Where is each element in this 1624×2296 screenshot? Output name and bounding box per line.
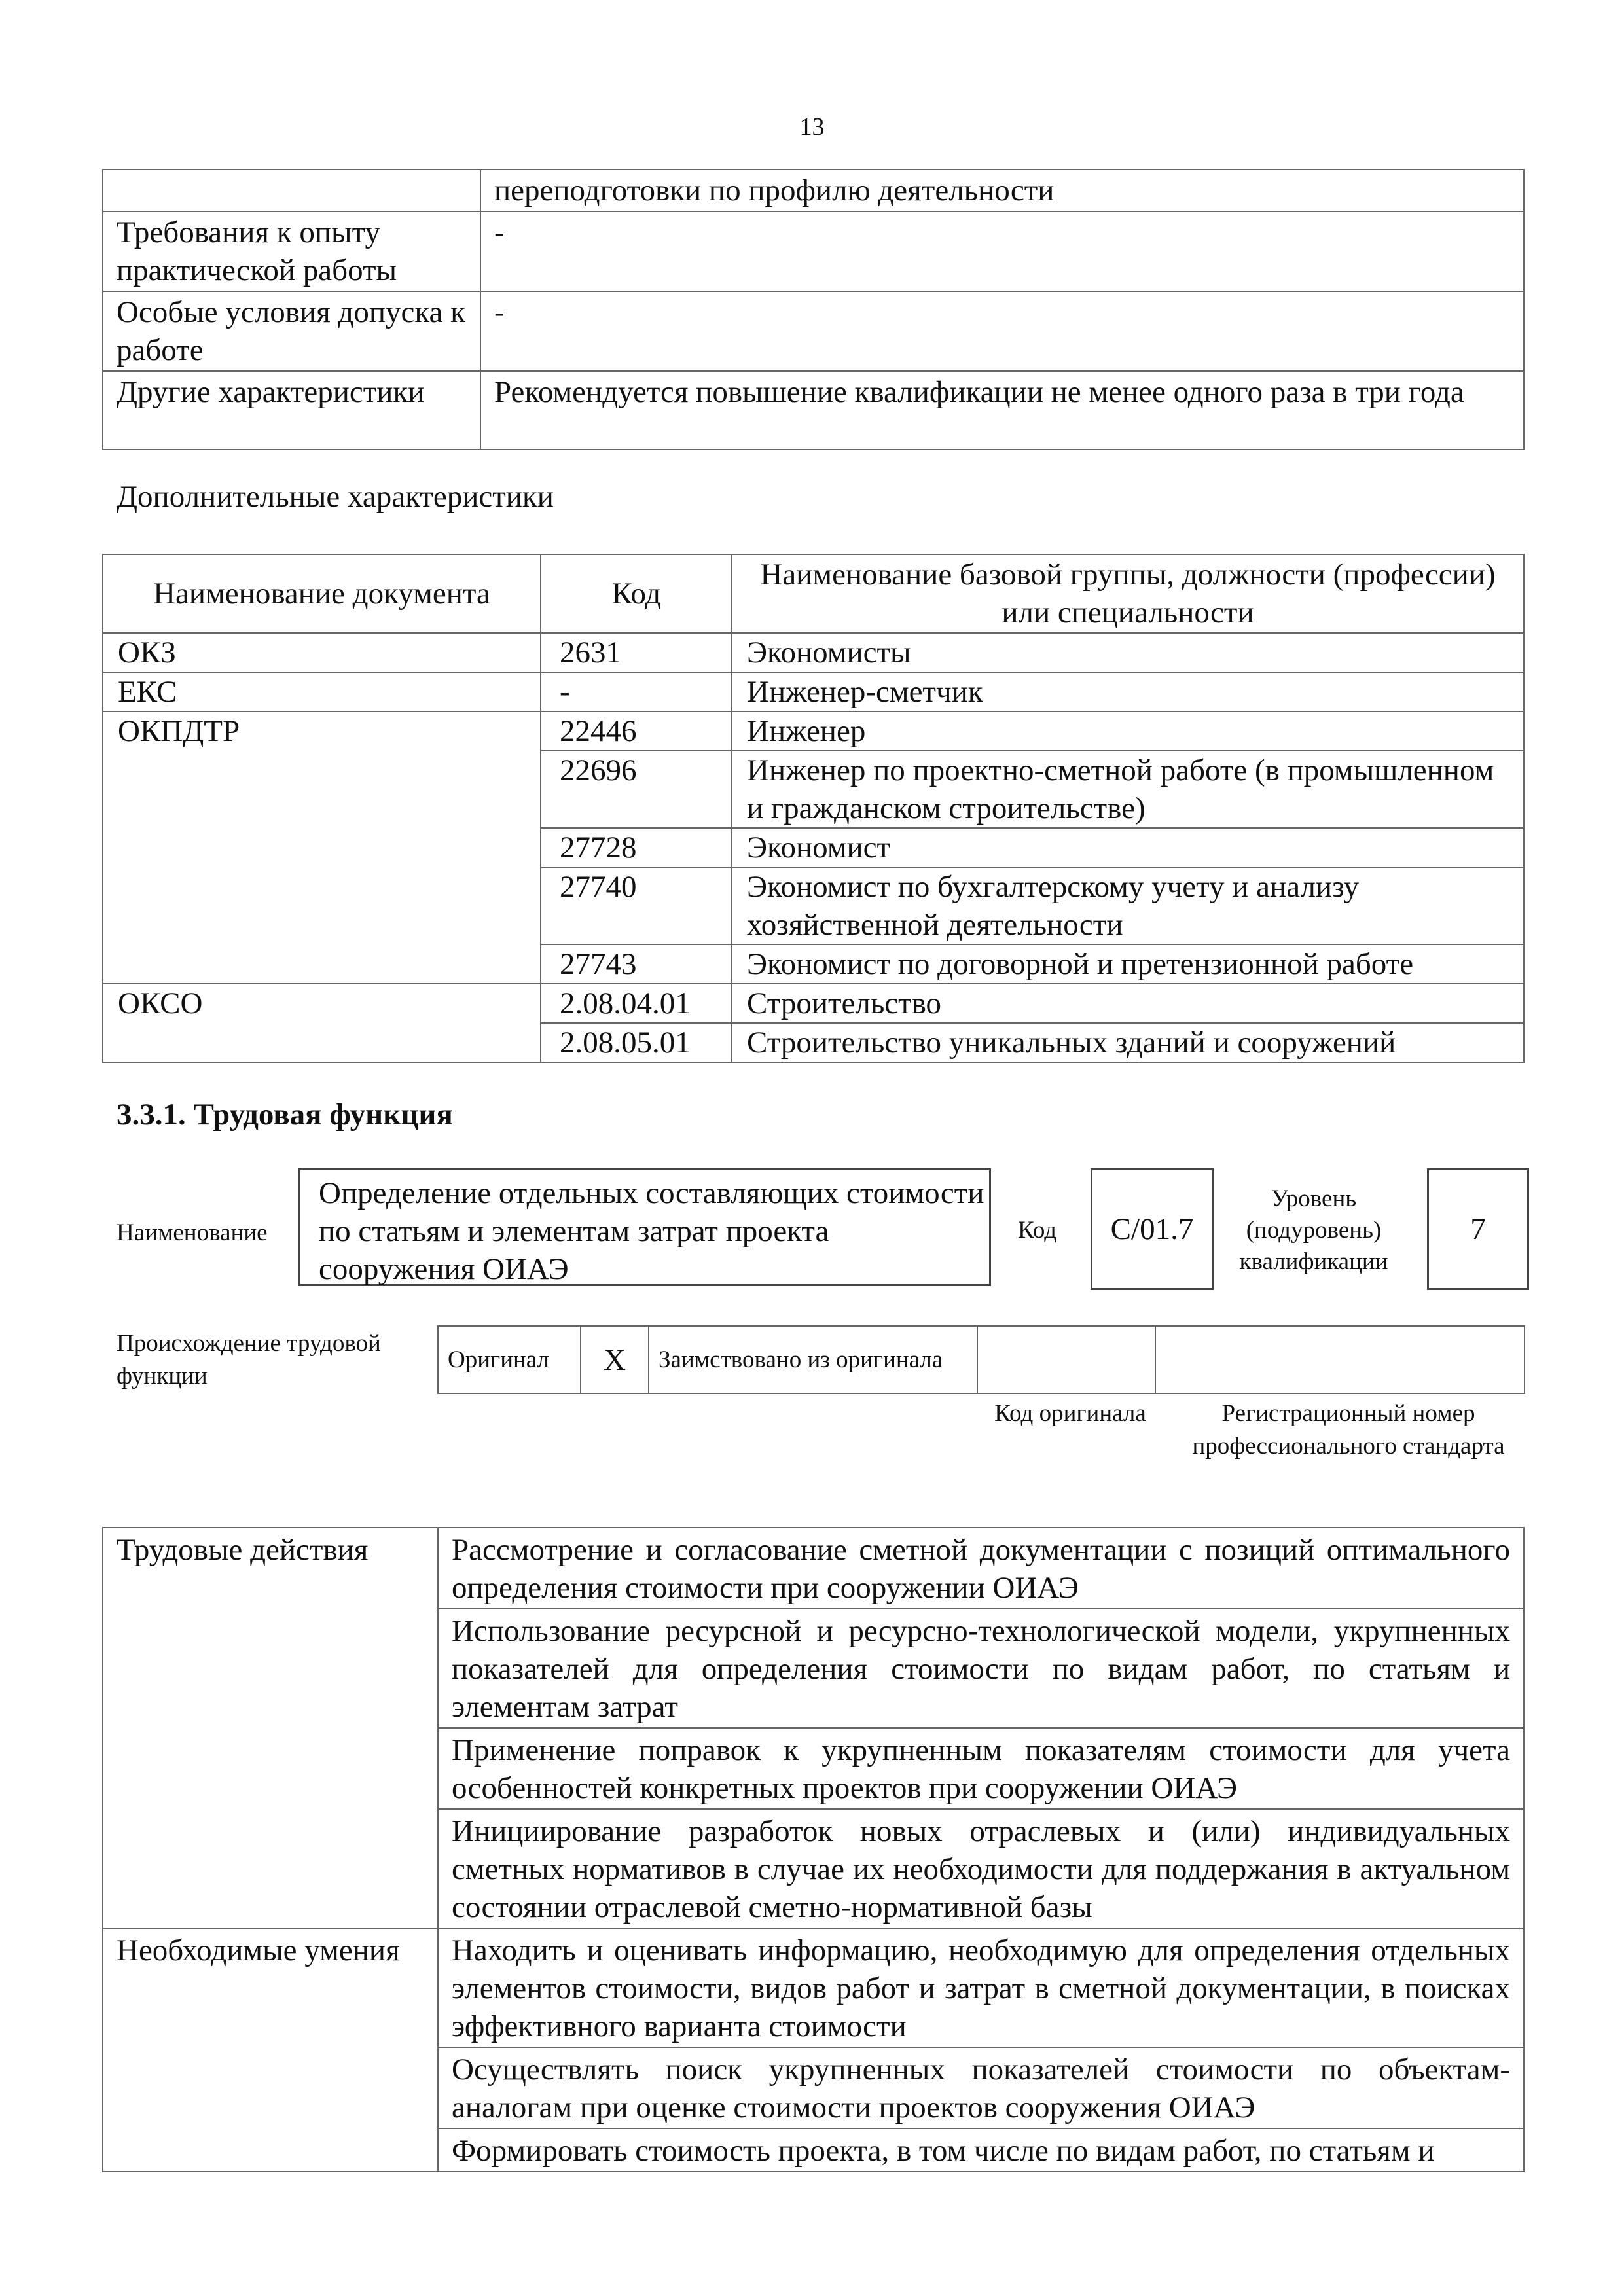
section-title: 3.3.1. Трудовая функция bbox=[117, 1098, 453, 1132]
code-cell: 22446 bbox=[541, 711, 732, 751]
table-cell: Особые условия допуска к работе bbox=[103, 291, 480, 371]
table-row bbox=[103, 633, 1524, 672]
reg-number-cell bbox=[1155, 1326, 1525, 1393]
code-label: Код bbox=[1018, 1217, 1057, 1244]
skill-item: Осуществлять поиск укрупненных показателей стоимости по объектам-аналогам при оценке стоимости проектов сооружения ОИАЭ bbox=[438, 2047, 1524, 2128]
table-row bbox=[103, 672, 1524, 711]
code-cell: 27743 bbox=[541, 944, 732, 984]
code-cell: 22696 bbox=[541, 751, 732, 828]
name-cell: Экономисты bbox=[732, 633, 1524, 672]
qualification-table bbox=[102, 169, 1525, 450]
borrowed-label: Заимствовано из оригинала bbox=[649, 1326, 977, 1393]
table-row bbox=[103, 211, 1524, 291]
name-cell: Экономист по бухгалтерскому учету и анализу хозяйственной деятельности bbox=[732, 867, 1524, 944]
origin-label: Происхождение трудовой функции bbox=[117, 1330, 381, 1390]
column-header: Наименование базовой группы, должности (профессии) или специальности bbox=[732, 554, 1524, 633]
skill-item: Находить и оценивать информацию, необходимую для определения отдельных элементов стоимости, видов работ и затрат в сметной документации, в поисках эффективного варианта стоимости bbox=[438, 1928, 1524, 2047]
table-cell: Требования к опыту практической работы bbox=[103, 211, 480, 291]
name-cell: Строительство уникальных зданий и сооружений bbox=[732, 1023, 1524, 1062]
additional-table bbox=[102, 554, 1525, 1063]
function-code-box: С/01.7 bbox=[1091, 1168, 1214, 1290]
name-cell: Инженер bbox=[732, 711, 1524, 751]
skills-label: Необходимые умения bbox=[103, 1928, 438, 2172]
code-cell: 27740 bbox=[541, 867, 732, 944]
function-name-box: Определение отдельных составляющих стоимости по статьям и элементам затрат проекта сооружения ОИАЭ bbox=[298, 1168, 991, 1286]
code-cell: 2.08.05.01 bbox=[541, 1023, 732, 1062]
table-row bbox=[103, 711, 1524, 751]
table-cell: - bbox=[480, 291, 1524, 371]
action-item: Рассмотрение и согласование сметной документации с позиций оптимального определения стоимости при сооружении ОИАЭ bbox=[438, 1528, 1524, 1609]
action-item: Использование ресурсной и ресурсно-технологической модели, укрупненных показателей для определения стоимости по видам работ, по статьям и элементам затрат bbox=[438, 1609, 1524, 1728]
original-mark: X bbox=[581, 1326, 649, 1393]
level-label: Уровень (подуровень) квалификации bbox=[1239, 1185, 1388, 1275]
table-row bbox=[103, 1528, 1524, 1609]
page-number: 13 bbox=[799, 113, 825, 141]
column-header: Наименование документа bbox=[103, 554, 541, 633]
table-cell bbox=[103, 170, 480, 211]
table-row bbox=[103, 1928, 1524, 2047]
name-label: Наименование bbox=[117, 1219, 268, 1246]
actions-label: Трудовые действия bbox=[103, 1528, 438, 1928]
name-cell: Инженер по проектно-сметной работе (в промышленном и гражданском строительстве) bbox=[732, 751, 1524, 828]
level-box: 7 bbox=[1427, 1168, 1529, 1290]
code-cell: 2631 bbox=[541, 633, 732, 672]
code-cell: 2.08.04.01 bbox=[541, 984, 732, 1023]
column-header: Код bbox=[541, 554, 732, 633]
code-cell: 27728 bbox=[541, 828, 732, 867]
table-row bbox=[103, 371, 1524, 450]
reg-number-caption: Регистрационный номер профессионального стандарта bbox=[1192, 1400, 1505, 1460]
table-row bbox=[103, 984, 1524, 1023]
action-item: Инициирование разработок новых отраслевых и (или) индивидуальных сметных нормативов в случае их необходимости для поддержания в актуальном состоянии отраслевой сметно-нормативной базы bbox=[438, 1809, 1524, 1928]
table-row bbox=[103, 170, 1524, 211]
table-cell: Другие характеристики bbox=[103, 371, 480, 450]
skill-item: Формировать стоимость проекта, в том числе по видам работ, по статьям и bbox=[438, 2128, 1524, 2172]
activities-table bbox=[102, 1527, 1525, 2172]
table-row bbox=[438, 1326, 1525, 1393]
doc-cell: ОКПДТР bbox=[103, 711, 541, 984]
name-cell: Строительство bbox=[732, 984, 1524, 1023]
origin-table bbox=[437, 1325, 1525, 1394]
code-cell: - bbox=[541, 672, 732, 711]
table-row bbox=[103, 291, 1524, 371]
original-label: Оригинал bbox=[438, 1326, 581, 1393]
table-cell: переподготовки по профилю деятельности bbox=[480, 170, 1524, 211]
orig-code-caption: Код оригинала bbox=[994, 1400, 1146, 1427]
name-cell: Экономист по договорной и претензионной работе bbox=[732, 944, 1524, 984]
table-cell: Рекомендуется повышение квалификации не менее одного раза в три года bbox=[480, 371, 1524, 450]
name-cell: Инженер-сметчик bbox=[732, 672, 1524, 711]
action-item: Применение поправок к укрупненным показателям стоимости для учета особенностей конкретных проектов при сооружении ОИАЭ bbox=[438, 1728, 1524, 1809]
table-header-row bbox=[103, 554, 1524, 633]
doc-cell: ОКСО bbox=[103, 984, 541, 1062]
additional-heading: Дополнительные характеристики bbox=[117, 480, 554, 514]
orig-code-cell bbox=[977, 1326, 1155, 1393]
table-cell: - bbox=[480, 211, 1524, 291]
doc-cell: ОКЗ bbox=[103, 633, 541, 672]
doc-cell: ЕКС bbox=[103, 672, 541, 711]
name-cell: Экономист bbox=[732, 828, 1524, 867]
